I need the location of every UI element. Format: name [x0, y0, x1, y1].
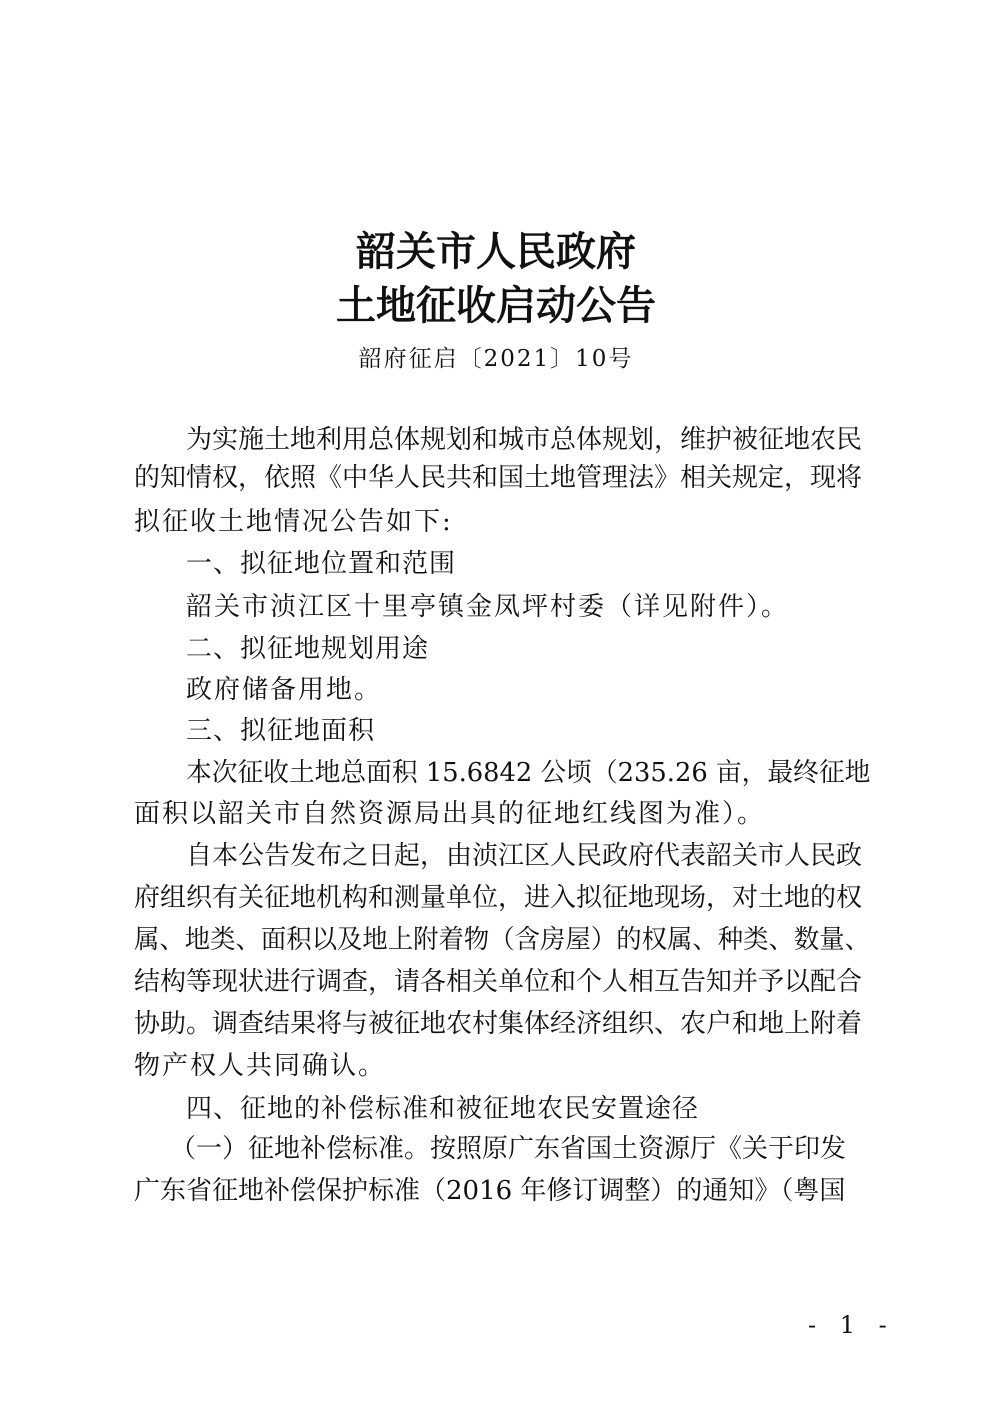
intro-line-1: 为实施土地利用总体规划和城市总体规划，维护被征地农民	[186, 425, 863, 455]
survey-line-1: 自本公告发布之日起，由浈江区人民政府代表韶关市人民政	[186, 841, 863, 871]
intro-line-2: 的知情权，依照《中华人民共和国土地管理法》相关规定，现将	[134, 463, 863, 493]
section-text-usage: 政府储备用地。	[186, 675, 383, 705]
document-number: 韶府征启〔2021〕10号	[358, 346, 634, 372]
survey-line-4: 结构等现状进行调查，请各相关单位和个人相互告知并予以配合	[134, 967, 863, 997]
section-text-area-line-1: 本次征收土地总面积 15.6842 公顷（235.26 亩，最终征地	[186, 758, 871, 788]
section-text-compensation-line-2: 广东省征地补偿保护标准（2016 年修订调整）的通知》（粤国	[134, 1176, 846, 1206]
section-text-compensation-line-1: （一）征地补偿标准。按照原广东省国土资源厅《关于印发	[170, 1134, 847, 1164]
title-notice: 土地征收启动公告	[336, 282, 656, 329]
page-number: - 1 -	[808, 1311, 895, 1339]
survey-line-5: 协助。调查结果将与被征地农村集体经济组织、农户和地上附着	[134, 1009, 863, 1039]
survey-line-2: 府组织有关征地机构和测量单位，进入拟征地现场，对土地的权	[134, 883, 863, 913]
section-heading-compensation: 四、征地的补偿标准和被征地农民安置途径	[186, 1094, 700, 1124]
intro-line-3: 拟征收土地情况公告如下:	[134, 507, 453, 537]
section-heading-location: 一、拟征地位置和范围	[186, 549, 457, 579]
title-issuer: 韶关市人民政府	[356, 228, 636, 275]
section-text-area-line-2: 面积以韶关市自然资源局出具的征地红线图为准）。	[134, 799, 766, 829]
survey-line-6: 物产权人共同确认。	[134, 1051, 387, 1081]
section-text-location: 韶关市浈江区十里亭镇金凤坪村委（详见附件）。	[186, 592, 790, 622]
survey-line-3: 属、地类、面积以及地上附着物（含房屋）的权属、种类、数量、	[134, 925, 870, 955]
section-heading-usage: 二、拟征地规划用途	[186, 634, 430, 664]
section-heading-area: 三、拟征地面积	[186, 716, 376, 746]
